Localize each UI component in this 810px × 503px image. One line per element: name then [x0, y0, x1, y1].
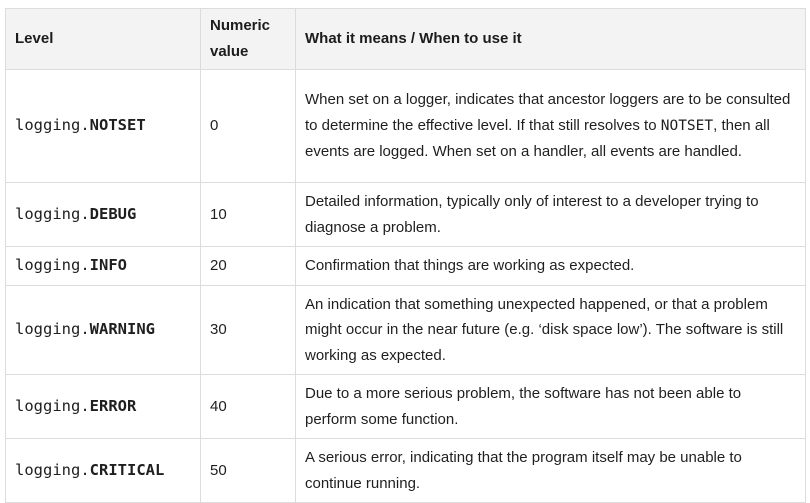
level-name: CRITICAL: [89, 460, 165, 479]
level-prefix: logging.: [15, 204, 90, 223]
header-numeric-line1: Numeric: [210, 17, 271, 34]
numeric-value-cell: 50: [201, 439, 296, 503]
description-text: , then all events are logged. When set on a handler, all events are handled.: [305, 116, 770, 161]
numeric-value-cell: 0: [201, 70, 296, 183]
header-numeric-value: [201, 9, 296, 70]
numeric-value-cell: 20: [201, 247, 296, 286]
level-prefix: logging.: [15, 116, 90, 135]
level-cell: [6, 247, 201, 286]
description-cell: Confirmation that things are working as expected.: [296, 247, 806, 286]
description-text: When set on a logger, indicates that ancestor loggers are to be consulted to determine the effective level. If that still resolves to: [305, 91, 791, 134]
level-prefix: logging.: [15, 396, 90, 415]
header-meaning: What it means / When to use it: [296, 9, 806, 70]
numeric-value-cell: 10: [201, 183, 296, 247]
description-cell: A serious error, indicating that the program itself may be unable to continue running.: [296, 439, 806, 503]
level-cell: [6, 375, 201, 439]
level-name: WARNING: [89, 320, 155, 338]
header-level: Level: [6, 9, 201, 70]
description-cell: An indication that something unexpected happened, or that a problem might occur in the near future (e.g. ‘disk space low’). The software is still working as expected.: [296, 285, 806, 375]
level-cell: [6, 70, 201, 183]
table-row: [6, 285, 806, 375]
level-name: DEBUG: [89, 204, 137, 223]
level-name: ERROR: [89, 396, 137, 415]
description-cell: Detailed information, typically only of interest to a developer trying to diagnose a problem.: [296, 183, 806, 247]
inline-code: NOTSET: [660, 117, 714, 134]
table-row: [6, 247, 806, 286]
header-numeric-line2: value: [210, 43, 249, 60]
level-cell: [6, 183, 201, 247]
table-row: [6, 183, 806, 247]
table-row: [6, 439, 806, 503]
level-cell: [6, 439, 201, 503]
table-row: [6, 70, 806, 183]
level-prefix: logging.: [15, 320, 90, 338]
level-prefix: logging.: [15, 256, 90, 274]
level-name: NOTSET: [89, 116, 146, 135]
level-name: INFO: [89, 256, 127, 274]
level-prefix: logging.: [15, 460, 90, 479]
description-cell: [296, 70, 806, 183]
level-cell: [6, 285, 201, 375]
description-cell: Due to a more serious problem, the software has not been able to perform some function.: [296, 375, 806, 439]
header-row: [6, 9, 806, 70]
table-header: [6, 9, 806, 70]
numeric-value-cell: 40: [201, 375, 296, 439]
logging-levels-table: [5, 8, 806, 503]
table-body: [6, 70, 806, 503]
numeric-value-cell: 30: [201, 285, 296, 375]
table-row: [6, 375, 806, 439]
